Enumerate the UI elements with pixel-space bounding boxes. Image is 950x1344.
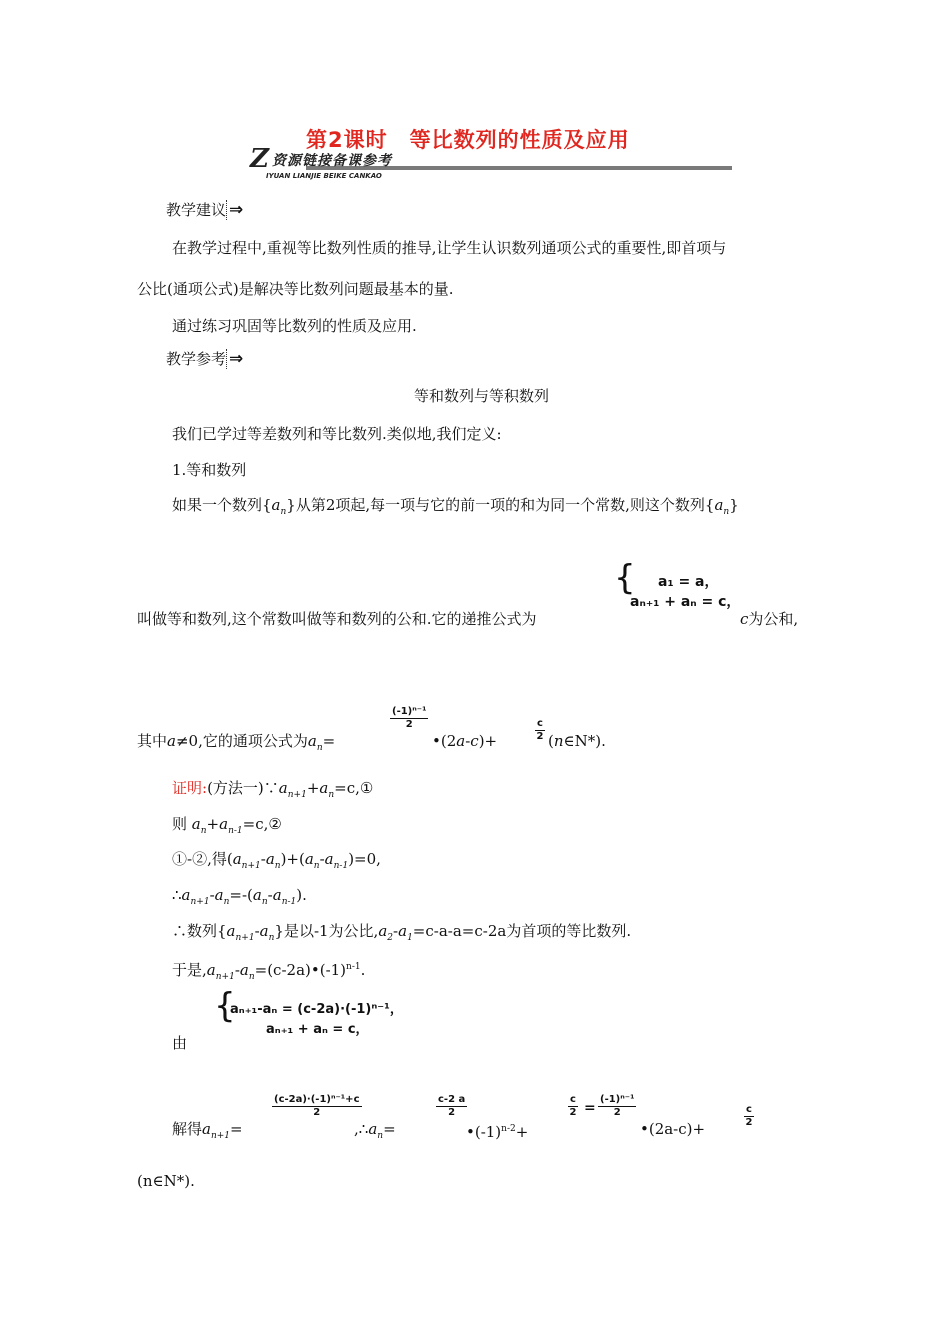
section-heading-teaching-reference: 教学参考 ⇒: [166, 349, 244, 369]
arrow-right-icon: ⇒: [226, 349, 243, 369]
solve-label: 解得$a_{n+1}=$: [172, 1120, 243, 1141]
list-item-heading: 1.等和数列: [172, 461, 247, 479]
proof-last-line: (n∈N*).: [137, 1172, 195, 1190]
definition-line-2: 叫做等和数列,这个常数叫做等和数列的公和.它的递推公式为: [137, 610, 537, 628]
general-term-tail: (n∈N*).: [548, 732, 606, 750]
fraction-c-over-2: $\frac{c}{2}$: [745, 1104, 753, 1128]
fraction-c-minus-2a: $\frac{c-2 a}{2}$: [438, 1094, 466, 1118]
section-heading-teaching-advice: 教学建议 ⇒: [166, 200, 244, 220]
definition-line: 如果一个数列$\{a_n\}$从第2项起,每一项与它的前一项的和为同一个常数,则这个数列$\{a_n\}$: [172, 496, 739, 517]
paragraph: 公比(通项公式)是解决等比数列问题最基本的量.: [137, 280, 454, 298]
proof-you: 由: [172, 1034, 188, 1052]
proof-line-5: ∴数列$\{a_{n+1}-a_n\}$是以-1为公比$,a_2-a_1=c-a-a=c-2a$为首项的等比数列.: [172, 922, 632, 943]
fraction-neg1-power: $\frac{\text{(-1)ⁿ⁻¹}}{2}$: [392, 706, 427, 730]
fraction-neg1-power: $\frac{\text{(-1)ⁿ⁻¹}}{2}$: [600, 1094, 635, 1118]
banner-subtitle: IYUAN LIANJIE BEIKE CANKAO: [266, 172, 382, 180]
center-heading: 等和数列与等积数列: [414, 387, 550, 405]
definition-line-2-tail: c为公和,: [740, 610, 799, 628]
proof-line-2: 则 $a_n+a_{n-1}=c,②$: [172, 815, 282, 836]
solve-mid: $•(-1)^{n-2}+$: [466, 1123, 529, 1141]
banner-logo-letter: Z: [250, 144, 269, 174]
proof-label: 证明:: [172, 779, 208, 797]
general-term-middle: •(2a-c)+: [432, 732, 498, 750]
proof-line-6: 于是$,a_{n+1}-a_n=(c-2a)•(-1)^{n-1}$.: [172, 961, 366, 982]
page-title: 第2课时 等比数列的性质及应用: [306, 128, 630, 152]
resource-banner: [246, 144, 732, 182]
paragraph: 我们已学过等差数列和等比数列.类似地,我们定义:: [172, 425, 502, 443]
brace-icon: {: [614, 558, 636, 598]
solve-tail: •(2a-c)+: [640, 1120, 706, 1138]
paragraph: 通过练习巩固等比数列的性质及应用.: [172, 317, 417, 335]
recurrence-system: { a₁ = a， aₙ₊₁ + aₙ = c，: [614, 558, 741, 610]
equals-sign: =: [584, 1100, 596, 1116]
fraction-c-over-2: $\frac{c}{2}$: [569, 1094, 577, 1118]
general-term-line: 其中a≠0,它的通项公式为$a_n=$: [137, 732, 336, 753]
proof-line-3: ①-②,得$(a_{n+1}-a_n)+(a_n-a_{n-1})=0$,: [172, 850, 381, 871]
therefore-an: $,\therefore a_n=$: [354, 1120, 396, 1141]
fraction-c-over-2: $\frac{c}{2}$: [536, 718, 544, 742]
arrow-right-icon: ⇒: [226, 200, 243, 220]
proof-line-1: 证明:(方法一)$\because a_{n+1}+a_n=c,①$: [172, 779, 374, 800]
paragraph: 在教学过程中,重视等比数列性质的推导,让学生认识数列通项公式的重要性,即首项与: [172, 239, 727, 257]
brace-icon: {: [214, 986, 236, 1026]
banner-text: 资源链接备课参考: [272, 153, 392, 169]
proof-line-4: $\therefore a_{n+1}-a_n=-(a_n-a_{n-1})$.: [172, 886, 307, 907]
fraction-solution: $\frac{\text{(c-2a)·(-1)ⁿ⁻¹+c}}{2}$: [274, 1094, 360, 1118]
equation-system: { aₙ₊₁-aₙ = (c-2a)·(-1)ⁿ⁻¹， aₙ₊₁ + aₙ = c，: [214, 986, 403, 1037]
